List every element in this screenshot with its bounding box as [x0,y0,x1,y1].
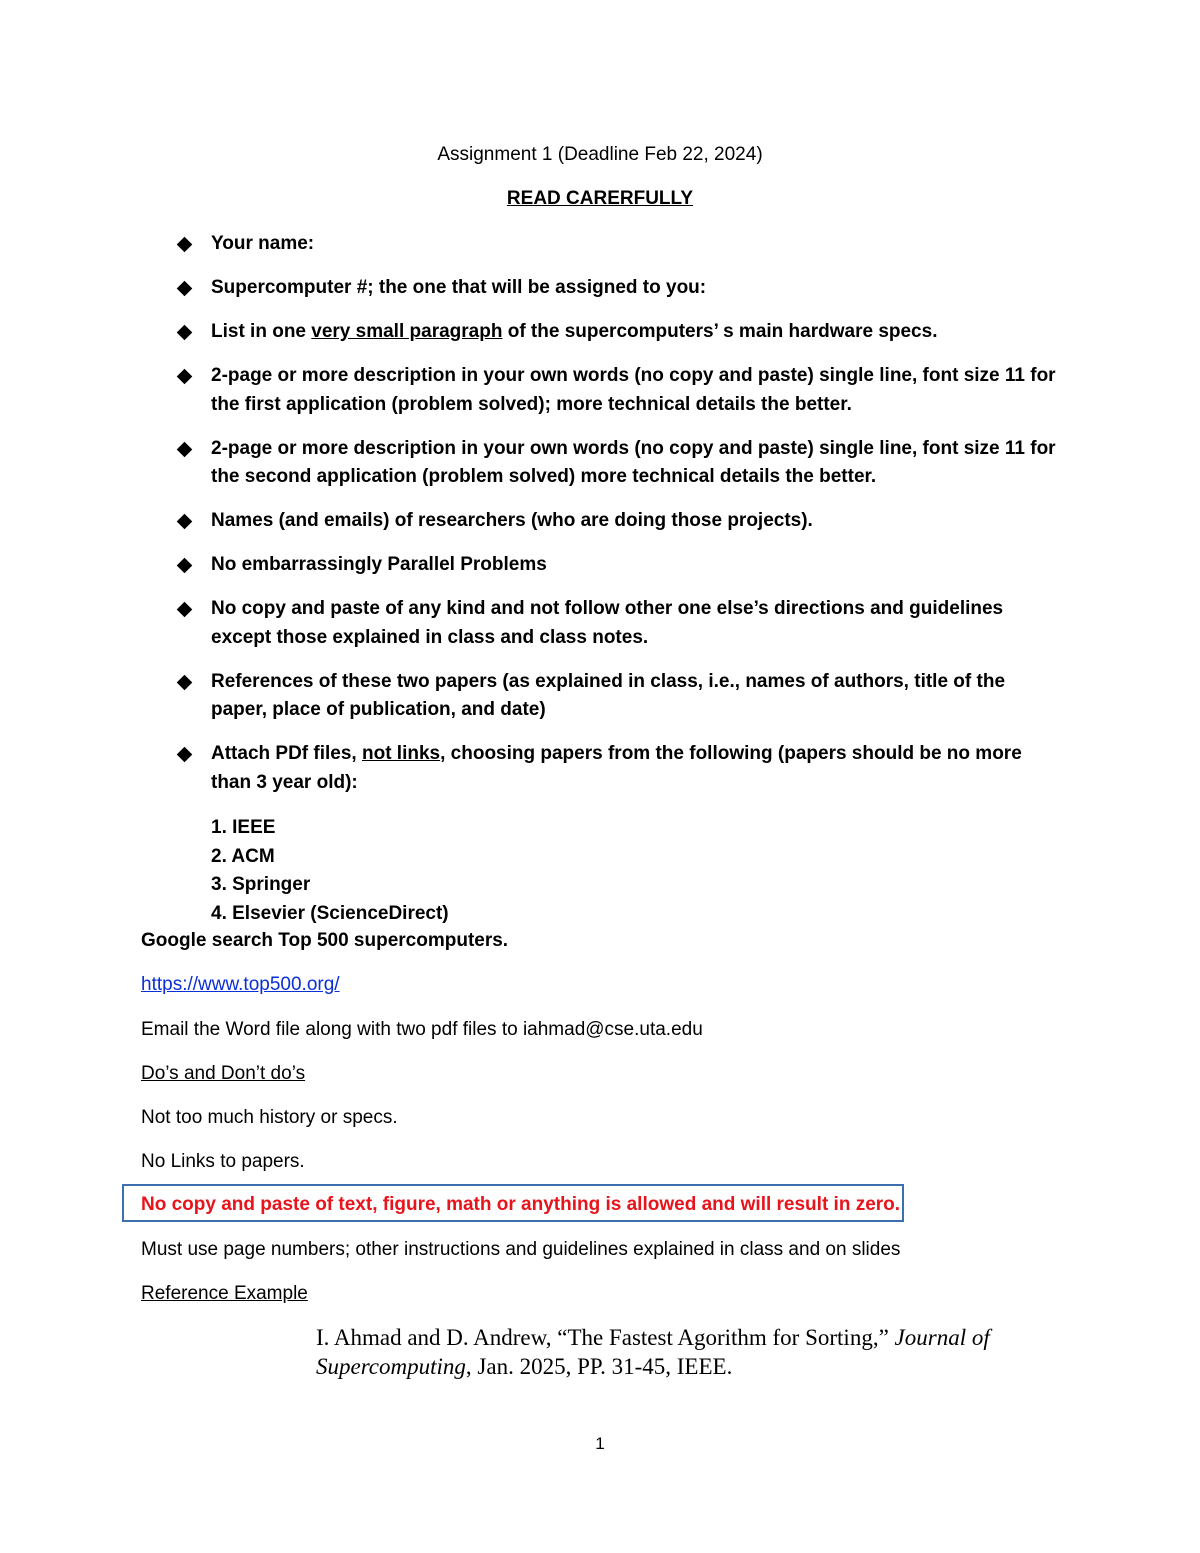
bullet-text-pre: Attach PDf files, [211,743,362,764]
bullet-text: References of these two papers (as explained in class, i.e., names of authors, title of the paper, place of publication, and date) [211,670,1006,720]
instructions-list [176,230,1066,813]
dos-and-donts-heading: Do’s and Don’t do’s [141,1063,306,1084]
diamond-bullet-icon [177,441,193,457]
top500-link[interactable]: https://www.top500.org/ [141,974,340,995]
not-too-much-text: Not too much history or specs. [141,1107,398,1128]
diamond-bullet-icon [177,237,193,253]
diamond-bullet-icon [177,602,193,618]
bullet-text-underlined: very small paragraph [311,321,503,342]
read-carefully-heading [0,187,1200,211]
read-carefully-text: READ CARERFULLY [506,188,694,209]
reference-authors-title: I. Ahmad and D. Andrew, “The Fastest Agorithm for Sorting,” [316,1325,895,1350]
list-item: 2. ACM [211,845,275,867]
diamond-bullet-icon [177,514,193,530]
bullet-text: Your name: [211,233,315,254]
reference-journal: Journal of Supercomputing [316,1325,990,1379]
warning-text: No copy and paste of text, figure, math or anything is allowed and will result in zero. [141,1194,901,1215]
assignment-title: Assignment 1 (Deadline Feb 22, 2024) [437,144,763,165]
diamond-bullet-icon [177,558,193,574]
list-item: 1. IEEE [211,817,276,838]
diamond-bullet-icon [177,674,193,690]
diamond-bullet-icon [177,747,193,763]
google-search-text: Google search Top 500 supercomputers. [141,930,509,951]
page-number: 1 [595,1434,605,1453]
no-links-text: No Links to papers. [141,1151,305,1172]
bullet-text: No copy and paste of any kind and not follow other one else’s directions and guidelines except those explained in class and class notes. [211,598,1004,648]
email-instructions: Email the Word file along with two pdf files to iahmad@cse.uta.edu [141,1019,703,1040]
bullet-first-application [176,362,1066,419]
bullet-text: Names (and emails) of researchers (who are doing those projects). [211,510,813,531]
bullet-no-copy [176,595,1066,652]
page-numbers-instructions: Must use page numbers; other instructions and guidelines explained in class and on slides [141,1239,901,1260]
bullet-your-name [176,230,1066,259]
publisher-list [211,814,449,928]
bullet-supercomputer [176,274,1066,303]
bullet-second-application [176,435,1066,492]
bullet-text: 2-page or more description in your own words (no copy and paste) single line, font size 11 for the second application (problem solved) more technical details the better. [211,437,1056,487]
bullet-text-post: , choosing papers from the following (papers should be no more than 3 year old): [211,743,1022,793]
bullet-text-pre: List in one [211,321,312,342]
reference-details: , Jan. 2025, PP. 31-45, IEEE. [465,1354,733,1379]
bullet-no-parallel [176,551,1066,580]
bullet-text: No embarrassingly Parallel Problems [211,554,547,575]
diamond-bullet-icon [177,369,193,385]
bullet-text: 2-page or more description in your own words (no copy and paste) single line, font size 11 for the first application (problem solved); more technical details the better. [211,365,1056,415]
bullet-attach-pdf [176,740,1066,797]
list-item: 3. Springer [211,874,311,895]
top500-link-line [141,973,340,997]
bullet-text-post: of the supercomputers’ s main hardware specs. [502,321,938,342]
bullet-text-underlined: not links [361,743,441,764]
diamond-bullet-icon [177,325,193,341]
bullet-hardware-specs [176,318,1066,347]
bullet-text: Supercomputer #; the one that will be assigned to you: [211,277,707,298]
reference-example-heading: Reference Example [141,1283,308,1304]
reference-example [316,1323,1056,1381]
bullet-researchers [176,507,1066,536]
bullet-references [176,668,1066,725]
diamond-bullet-icon [177,281,193,297]
list-item: 4. Elsevier (ScienceDirect) [211,902,449,924]
